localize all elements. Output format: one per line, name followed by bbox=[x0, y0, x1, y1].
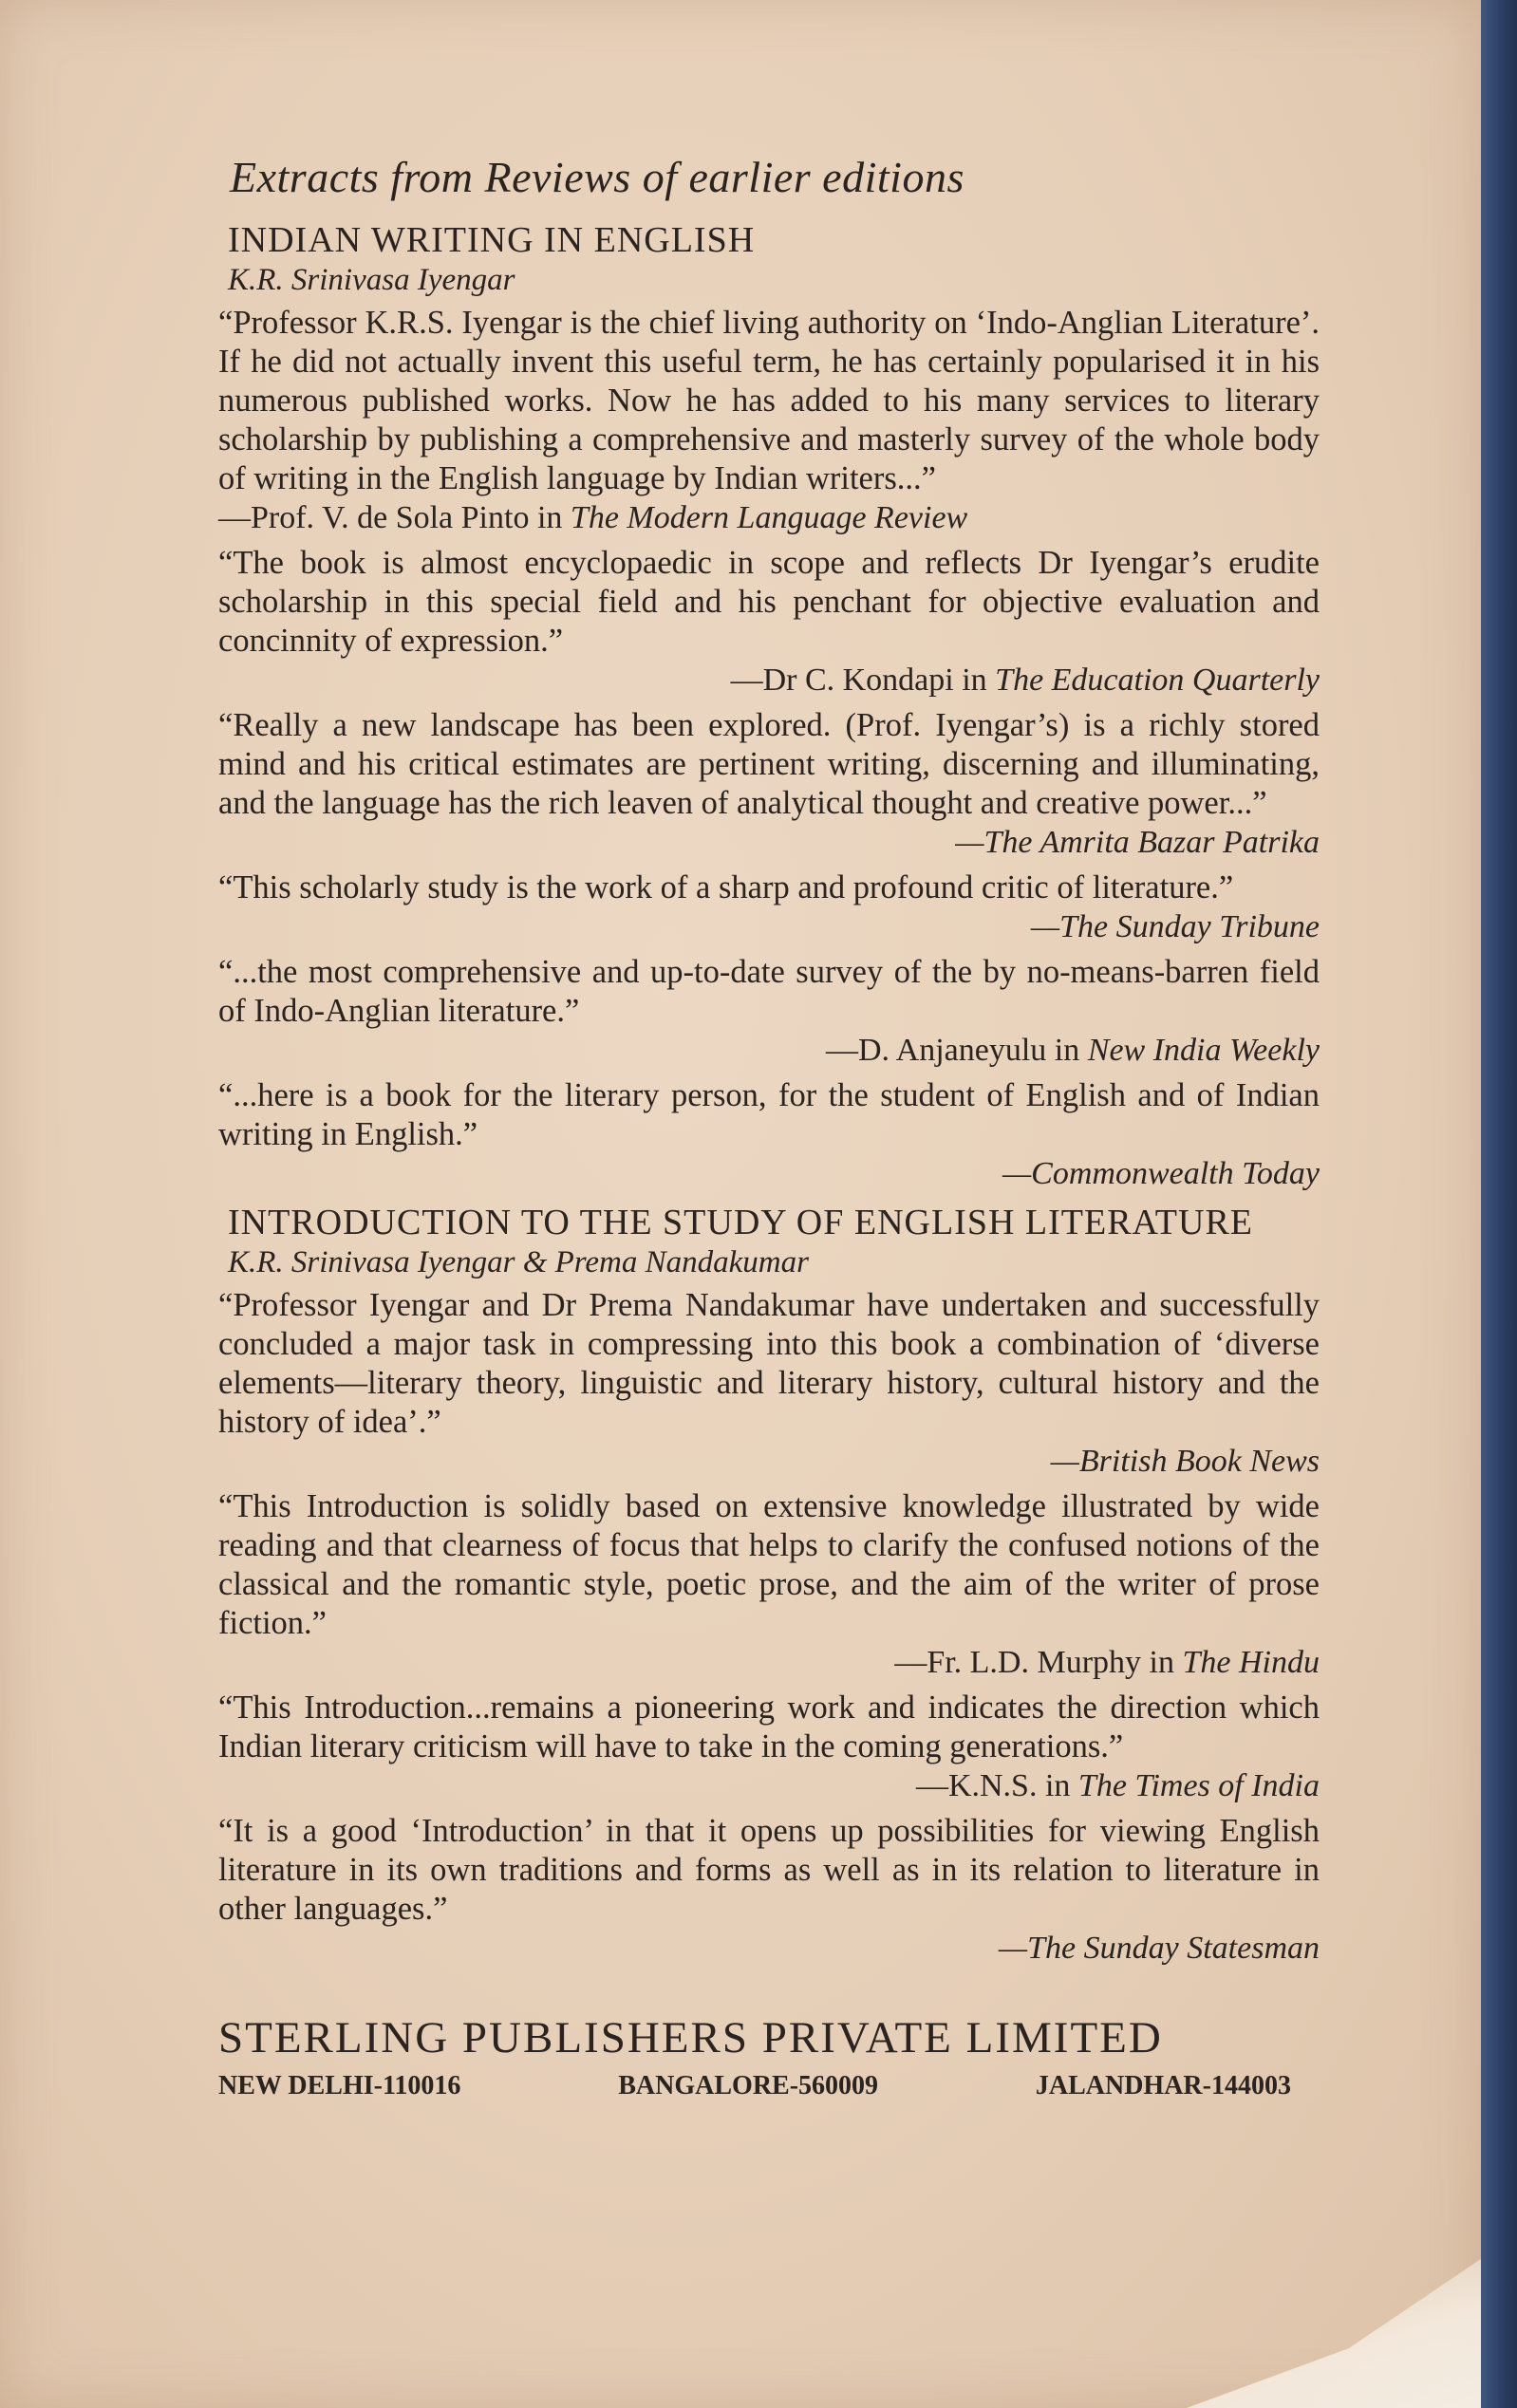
book-author: K.R. Srinivasa Iyengar & Prema Nandakumar bbox=[228, 1245, 809, 1279]
office-bangalore: BANGALORE-560009 bbox=[618, 2071, 879, 2100]
review-quote: “This scholarly study is the work of a sharp and profound critic of literature.” bbox=[218, 869, 1234, 905]
publisher-offices bbox=[218, 2071, 1291, 2101]
review-attribution bbox=[218, 661, 1320, 700]
publication: —The Sunday Tribune bbox=[1030, 909, 1320, 944]
review-quote: “Professor Iyengar and Dr Prema Nandakumar have undertaken and successfully concluded a major task in compressing into this book a combination of ‘diverse elements—literary theory, linguistic and literary history, cultural history and the history of idea’.” bbox=[218, 1287, 1320, 1440]
review-attribution bbox=[218, 1031, 1320, 1071]
review-quote: “Really a new landscape has been explored. (Prof. Iyengar’s) is a richly stored mind and his critical estimates are pertinent writing, discerning and illuminating, and the language has the rich leaven of analytical thought and creative power...” bbox=[218, 707, 1320, 821]
publication: The Times of India bbox=[1077, 1768, 1320, 1803]
review bbox=[218, 1812, 1320, 1969]
review-quote: “The book is almost encyclopaedic in scope and reflects Dr Iyengar’s erudite scholarship in this special field and his penchant for objective evaluation and concinnity of expression.” bbox=[218, 545, 1320, 659]
review-attribution bbox=[218, 907, 1320, 947]
reviewer: —Fr. L.D. Murphy in bbox=[894, 1645, 1183, 1680]
review bbox=[218, 544, 1320, 700]
review-quote: “Professor K.R.S. Iyengar is the chief living authority on ‘Indo-Anglian Literature’. If he did not actually invent this useful term, he has certainly popularised it in his numerous published works. Now he has added to his many services to literary scholarship by publishing a comprehensive and masterly survey of the whole body of writing in the English language by Indian writers...” bbox=[218, 305, 1320, 496]
review-attribution bbox=[218, 498, 1320, 538]
review bbox=[218, 1286, 1320, 1482]
review bbox=[218, 706, 1320, 863]
publication: —British Book News bbox=[1050, 1444, 1320, 1479]
publication: —Commonwealth Today bbox=[1002, 1156, 1320, 1191]
review-extracts bbox=[218, 152, 1320, 2101]
publication: The Hindu bbox=[1182, 1645, 1320, 1680]
publication: —The Amrita Bazar Patrika bbox=[955, 825, 1320, 860]
review bbox=[218, 1076, 1320, 1194]
review-attribution bbox=[218, 1929, 1320, 1969]
publication: New India Weekly bbox=[1087, 1033, 1320, 1068]
review bbox=[218, 1487, 1320, 1683]
review bbox=[218, 304, 1320, 538]
review-attribution bbox=[218, 1154, 1320, 1194]
book-author: K.R. Srinivasa Iyengar bbox=[228, 263, 515, 297]
review-attribution bbox=[218, 823, 1320, 863]
review bbox=[218, 868, 1320, 947]
review-quote: “...the most comprehensive and up-to-date survey of the by no-means-barren field of Indo-Anglian literature.” bbox=[218, 954, 1320, 1029]
cover-spine-edge bbox=[1481, 0, 1517, 2408]
review-quote: “It is a good ‘Introduction’ in that it opens up possibilities for viewing English literature in its own traditions and forms as well as in its relation to literature in other languages.” bbox=[218, 1813, 1320, 1927]
book-section-introduction bbox=[218, 1202, 1320, 1969]
review-attribution bbox=[218, 1442, 1320, 1482]
review-quote: “This Introduction is solidly based on extensive knowledge illustrated by wide reading and that clearness of focus that helps to clarify the confused notions of the classical and the romantic style, poetic prose, and the aim of the writer of prose fiction.” bbox=[218, 1488, 1320, 1641]
review bbox=[218, 953, 1320, 1071]
book-title: INDIAN WRITING IN ENGLISH bbox=[228, 220, 756, 260]
reviewer: —Prof. V. de Sola Pinto in bbox=[218, 500, 571, 535]
review-quote: “...here is a book for the literary person, for the student of English and of Indian writing in English.” bbox=[218, 1077, 1320, 1152]
review bbox=[218, 1689, 1320, 1806]
reviewer: —D. Anjaneyulu in bbox=[826, 1033, 1088, 1068]
publisher-name: STERLING PUBLISHERS PRIVATE LIMITED bbox=[218, 2013, 1163, 2063]
page-heading: Extracts from Reviews of earlier editions bbox=[230, 153, 965, 201]
reviewer: —Dr C. Kondapi in bbox=[730, 663, 996, 698]
book-title: INTRODUCTION TO THE STUDY OF ENGLISH LITERATURE bbox=[228, 1203, 1253, 1242]
publication: —The Sunday Statesman bbox=[998, 1931, 1320, 1966]
book-section-indian-writing bbox=[218, 219, 1320, 1194]
review-quote: “This Introduction...remains a pioneering work and indicates the direction which Indian literary criticism will have to take in the coming generations.” bbox=[218, 1689, 1320, 1764]
review-attribution bbox=[218, 1766, 1320, 1806]
office-jalandhar: JALANDHAR-144003 bbox=[1035, 2071, 1291, 2100]
reviewer: —K.N.S. in bbox=[915, 1768, 1078, 1803]
office-new-delhi: NEW DELHI-110016 bbox=[218, 2071, 461, 2100]
review-attribution bbox=[218, 1643, 1320, 1683]
publication: The Modern Language Review bbox=[570, 500, 968, 535]
publication: The Education Quarterly bbox=[995, 663, 1320, 698]
